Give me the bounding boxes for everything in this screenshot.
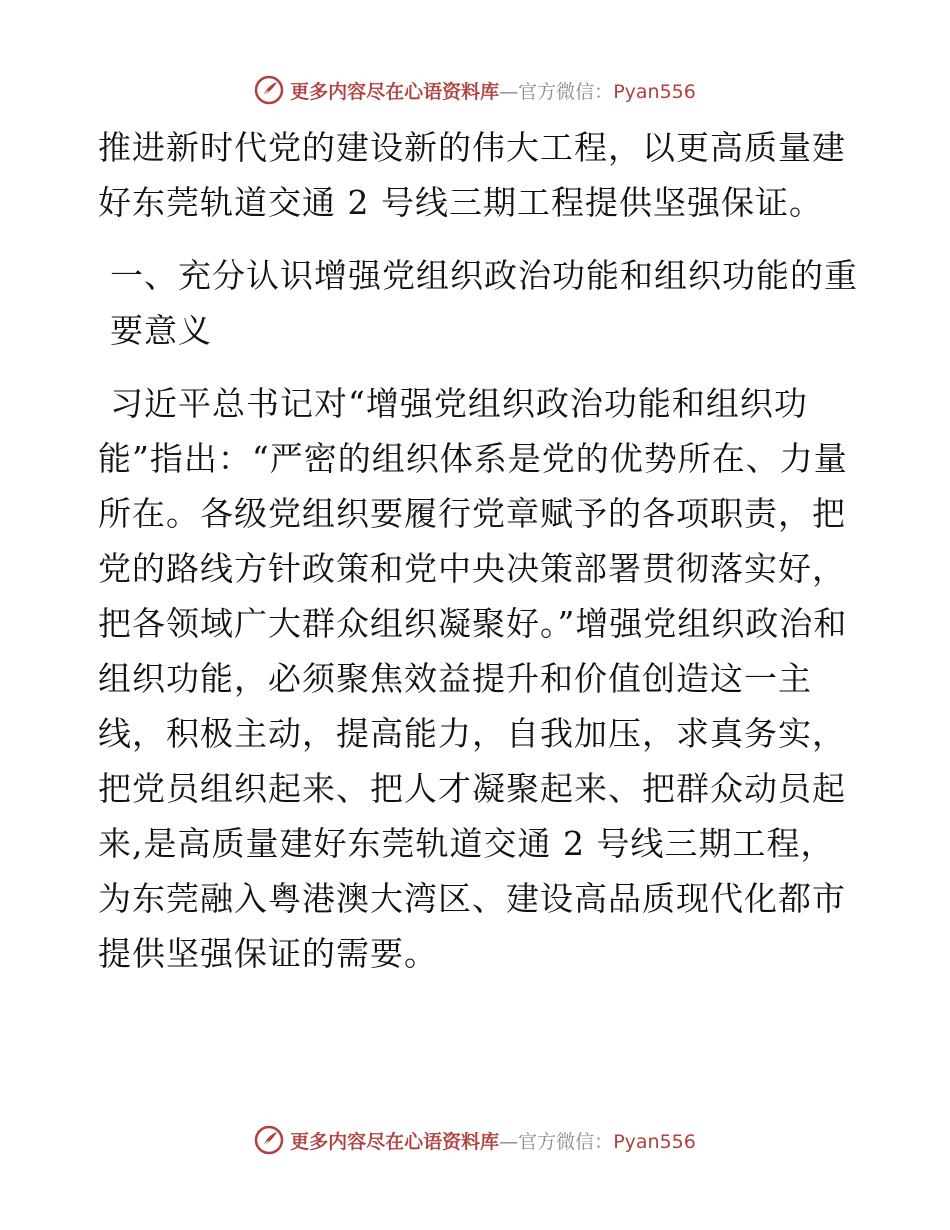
- footer-watermark: [0, 1120, 950, 1160]
- watermark-separator: —: [499, 1130, 519, 1153]
- watermark-text: [290, 77, 696, 104]
- body-paragraph-2: 习近平总书记对“增强党组织政治功能和组织功能”指出：“严密的组织体系是党的优势所在、力量所在。各级党组织要履行党章赋予的各项职责，把党的路线方针政策和党中央决策部署贯彻落实好，把各领域广大群众组织凝聚好。”增强党组织政治和组织功能，必须聚焦效益提升和价值创造这一主线，积极主动，提高能力，自我加压，求真务实，把党员组织起来、把人才凝聚起来、把群众动员起来,是高质量建好东莞轨道交通 2 号线三期工程，为东莞融入粤港澳大湾区、建设高品质现代化都市提供坚强保证的需要。: [98, 384, 848, 973]
- feather-pen-logo-icon: [254, 75, 284, 105]
- watermark-wechat-label: 官方微信：: [518, 80, 614, 103]
- watermark-brand: 更多内容尽在心语资料库: [290, 80, 500, 103]
- document-body: [98, 120, 858, 981]
- watermark-wechat-id: Pyan556: [613, 1130, 696, 1153]
- watermark-wechat-id: Pyan556: [613, 80, 696, 103]
- feather-pen-logo-icon: [254, 1125, 284, 1155]
- watermark-text: [290, 1127, 696, 1154]
- watermark-separator: —: [499, 80, 519, 103]
- watermark-wechat-label: 官方微信：: [518, 1130, 614, 1153]
- header-watermark: [0, 70, 950, 110]
- watermark-brand: 更多内容尽在心语资料库: [290, 1130, 500, 1153]
- body-paragraph-1: 推进新时代党的建设新的伟大工程，以更高质量建好东莞轨道交通 2 号线三期工程提供坚强保证。: [98, 128, 846, 222]
- section-heading-1: 一、充分认识增强党组织政治功能和组织功能的重要意义: [110, 256, 858, 350]
